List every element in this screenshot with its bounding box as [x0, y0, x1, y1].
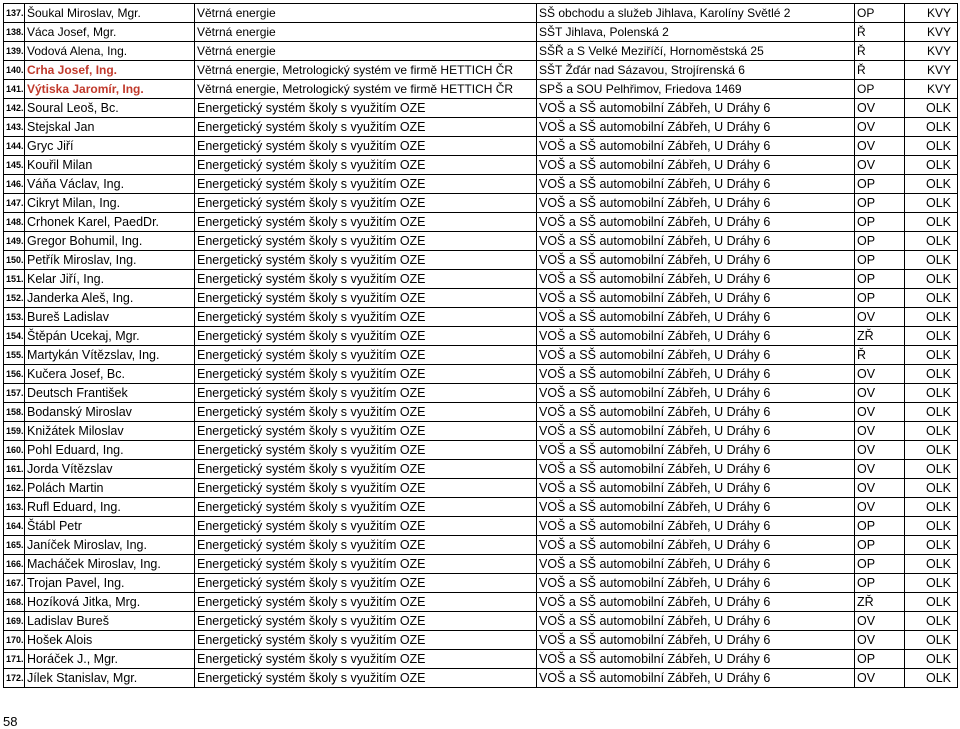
table-row: [4, 650, 958, 669]
person-name: Jorda Vítězslav: [25, 460, 195, 479]
table-row: [4, 175, 958, 194]
project-topic: Energetický systém školy s využitím OZE: [195, 156, 537, 175]
row-number: 157.: [4, 384, 25, 403]
table-row: [4, 669, 958, 688]
row-number: 140.: [4, 61, 25, 80]
table-row: [4, 270, 958, 289]
role-code: OP: [855, 213, 905, 232]
project-topic: Energetický systém školy s využitím OZE: [195, 118, 537, 137]
row-number: 139.: [4, 42, 25, 61]
person-name: Pohl Eduard, Ing.: [25, 441, 195, 460]
person-name: Petřík Miroslav, Ing.: [25, 251, 195, 270]
table-row: [4, 517, 958, 536]
region-code: OLK: [905, 498, 958, 517]
role-code: OV: [855, 403, 905, 422]
region-code: OLK: [905, 232, 958, 251]
project-topic: Energetický systém školy s využitím OZE: [195, 327, 537, 346]
person-name: Kučera Josef, Bc.: [25, 365, 195, 384]
region-code: OLK: [905, 479, 958, 498]
row-number: 168.: [4, 593, 25, 612]
role-code: OP: [855, 270, 905, 289]
region-code: OLK: [905, 327, 958, 346]
school-name: VOŠ a SŠ automobilní Zábřeh, U Dráhy 6: [537, 232, 855, 251]
project-topic: Energetický systém školy s využitím OZE: [195, 194, 537, 213]
row-number: 155.: [4, 346, 25, 365]
region-code: KVY: [905, 80, 958, 99]
region-code: OLK: [905, 384, 958, 403]
person-name: Kouřil Milan: [25, 156, 195, 175]
table-row: [4, 479, 958, 498]
table-row: [4, 213, 958, 232]
row-number: 163.: [4, 498, 25, 517]
school-name: VOŠ a SŠ automobilní Zábřeh, U Dráhy 6: [537, 194, 855, 213]
person-name: Rufl Eduard, Ing.: [25, 498, 195, 517]
person-name: Štábl Petr: [25, 517, 195, 536]
region-code: OLK: [905, 118, 958, 137]
role-code: OV: [855, 384, 905, 403]
school-name: VOŠ a SŠ automobilní Zábřeh, U Dráhy 6: [537, 270, 855, 289]
project-topic: Větrná energie, Metrologický systém ve firmě HETTICH ČR: [195, 80, 537, 99]
project-topic: Energetický systém školy s využitím OZE: [195, 593, 537, 612]
school-name: VOŠ a SŠ automobilní Zábřeh, U Dráhy 6: [537, 403, 855, 422]
role-code: OP: [855, 650, 905, 669]
project-topic: Energetický systém školy s využitím OZE: [195, 479, 537, 498]
school-name: SŠ obchodu a služeb Jihlava, Karolíny Světlé 2: [537, 4, 855, 23]
role-code: OV: [855, 118, 905, 137]
row-number: 166.: [4, 555, 25, 574]
role-code: OP: [855, 251, 905, 270]
school-name: VOŠ a SŠ automobilní Zábřeh, U Dráhy 6: [537, 289, 855, 308]
region-code: OLK: [905, 194, 958, 213]
row-number: 138.: [4, 23, 25, 42]
row-number: 161.: [4, 460, 25, 479]
person-name: Vodová Alena, Ing.: [25, 42, 195, 61]
table-row: [4, 403, 958, 422]
row-number: 145.: [4, 156, 25, 175]
role-code: OP: [855, 80, 905, 99]
school-name: SŠŘ a S Velké Meziříčí, Hornoměstská 25: [537, 42, 855, 61]
row-number: 159.: [4, 422, 25, 441]
person-name: Hozíková Jitka, Mrg.: [25, 593, 195, 612]
region-code: OLK: [905, 213, 958, 232]
role-code: Ř: [855, 23, 905, 42]
school-name: VOŠ a SŠ automobilní Zábřeh, U Dráhy 6: [537, 479, 855, 498]
role-code: OP: [855, 232, 905, 251]
row-number: 164.: [4, 517, 25, 536]
table-row: [4, 118, 958, 137]
role-code: Ř: [855, 42, 905, 61]
person-name: Ladislav Bureš: [25, 612, 195, 631]
person-name: Janíček Miroslav, Ing.: [25, 536, 195, 555]
row-number: 149.: [4, 232, 25, 251]
region-code: OLK: [905, 517, 958, 536]
row-number: 171.: [4, 650, 25, 669]
project-topic: Energetický systém školy s využitím OZE: [195, 365, 537, 384]
school-name: VOŠ a SŠ automobilní Zábřeh, U Dráhy 6: [537, 441, 855, 460]
row-number: 165.: [4, 536, 25, 555]
role-code: OV: [855, 137, 905, 156]
table-row: [4, 346, 958, 365]
region-code: KVY: [905, 4, 958, 23]
project-topic: Energetický systém školy s využitím OZE: [195, 251, 537, 270]
school-name: VOŠ a SŠ automobilní Zábřeh, U Dráhy 6: [537, 327, 855, 346]
person-name: Crhonek Karel, PaedDr.: [25, 213, 195, 232]
row-number: 156.: [4, 365, 25, 384]
role-code: OV: [855, 498, 905, 517]
project-topic: Větrná energie: [195, 23, 537, 42]
person-name: Výtiska Jaromír, Ing.: [25, 80, 195, 99]
row-number: 142.: [4, 99, 25, 118]
region-code: KVY: [905, 23, 958, 42]
project-topic: Energetický systém školy s využitím OZE: [195, 555, 537, 574]
school-name: VOŠ a SŠ automobilní Zábřeh, U Dráhy 6: [537, 669, 855, 688]
row-number: 148.: [4, 213, 25, 232]
region-code: OLK: [905, 555, 958, 574]
row-number: 146.: [4, 175, 25, 194]
project-topic: Energetický systém školy s využitím OZE: [195, 137, 537, 156]
table-row: [4, 23, 958, 42]
person-name: Hošek Alois: [25, 631, 195, 650]
region-code: OLK: [905, 441, 958, 460]
person-name: Polách Martin: [25, 479, 195, 498]
table-row: [4, 232, 958, 251]
project-topic: Energetický systém školy s využitím OZE: [195, 517, 537, 536]
project-topic: Energetický systém školy s využitím OZE: [195, 232, 537, 251]
region-code: OLK: [905, 270, 958, 289]
person-name: Janderka Aleš, Ing.: [25, 289, 195, 308]
person-name: Deutsch František: [25, 384, 195, 403]
role-code: OV: [855, 441, 905, 460]
region-code: OLK: [905, 251, 958, 270]
table-row: [4, 137, 958, 156]
table-row: [4, 631, 958, 650]
row-number: 152.: [4, 289, 25, 308]
region-code: OLK: [905, 460, 958, 479]
school-name: VOŠ a SŠ automobilní Zábřeh, U Dráhy 6: [537, 346, 855, 365]
region-code: OLK: [905, 593, 958, 612]
page-number: 58: [3, 714, 18, 729]
project-topic: Energetický systém školy s využitím OZE: [195, 213, 537, 232]
row-number: 143.: [4, 118, 25, 137]
school-name: VOŠ a SŠ automobilní Zábřeh, U Dráhy 6: [537, 422, 855, 441]
row-number: 172.: [4, 669, 25, 688]
project-topic: Energetický systém školy s využitím OZE: [195, 270, 537, 289]
region-code: OLK: [905, 156, 958, 175]
project-topic: Energetický systém školy s využitím OZE: [195, 346, 537, 365]
person-name: Váňa Václav, Ing.: [25, 175, 195, 194]
project-topic: Energetický systém školy s využitím OZE: [195, 99, 537, 118]
region-code: OLK: [905, 346, 958, 365]
role-code: ZŘ: [855, 327, 905, 346]
school-name: VOŠ a SŠ automobilní Zábřeh, U Dráhy 6: [537, 308, 855, 327]
school-name: VOŠ a SŠ automobilní Zábřeh, U Dráhy 6: [537, 99, 855, 118]
role-code: OP: [855, 289, 905, 308]
table-row: [4, 61, 958, 80]
table-row: [4, 289, 958, 308]
school-name: SŠT Žďár nad Sázavou, Strojírenská 6: [537, 61, 855, 80]
row-number: 158.: [4, 403, 25, 422]
table-row: [4, 80, 958, 99]
region-code: OLK: [905, 612, 958, 631]
project-topic: Energetický systém školy s využitím OZE: [195, 422, 537, 441]
role-code: OV: [855, 422, 905, 441]
school-name: VOŠ a SŠ automobilní Zábřeh, U Dráhy 6: [537, 650, 855, 669]
region-code: OLK: [905, 137, 958, 156]
person-name: Šoukal Miroslav, Mgr.: [25, 4, 195, 23]
person-name: Gregor Bohumil, Ing.: [25, 232, 195, 251]
role-code: OV: [855, 156, 905, 175]
region-code: OLK: [905, 365, 958, 384]
table-row: [4, 441, 958, 460]
region-code: OLK: [905, 650, 958, 669]
region-code: OLK: [905, 175, 958, 194]
role-code: OP: [855, 194, 905, 213]
table-row: [4, 99, 958, 118]
role-code: Ř: [855, 346, 905, 365]
region-code: KVY: [905, 42, 958, 61]
role-code: OP: [855, 536, 905, 555]
person-name: Štěpán Ucekaj, Mgr.: [25, 327, 195, 346]
table-row: [4, 498, 958, 517]
table-row: [4, 612, 958, 631]
region-code: OLK: [905, 669, 958, 688]
region-code: KVY: [905, 61, 958, 80]
row-number: 150.: [4, 251, 25, 270]
region-code: OLK: [905, 422, 958, 441]
project-topic: Energetický systém školy s využitím OZE: [195, 308, 537, 327]
person-name: Trojan Pavel, Ing.: [25, 574, 195, 593]
row-number: 147.: [4, 194, 25, 213]
school-name: VOŠ a SŠ automobilní Zábřeh, U Dráhy 6: [537, 384, 855, 403]
table-row: [4, 536, 958, 555]
region-code: OLK: [905, 99, 958, 118]
project-topic: Energetický systém školy s využitím OZE: [195, 460, 537, 479]
region-code: OLK: [905, 308, 958, 327]
person-name: Kelar Jiří, Ing.: [25, 270, 195, 289]
row-number: 170.: [4, 631, 25, 650]
row-number: 141.: [4, 80, 25, 99]
project-topic: Energetický systém školy s využitím OZE: [195, 498, 537, 517]
school-name: VOŠ a SŠ automobilní Zábřeh, U Dráhy 6: [537, 536, 855, 555]
school-name: VOŠ a SŠ automobilní Zábřeh, U Dráhy 6: [537, 460, 855, 479]
project-topic: Energetický systém školy s využitím OZE: [195, 175, 537, 194]
role-code: OP: [855, 4, 905, 23]
row-number: 160.: [4, 441, 25, 460]
project-topic: Větrná energie, Metrologický systém ve firmě HETTICH ČR: [195, 61, 537, 80]
table-row: [4, 156, 958, 175]
project-topic: Energetický systém školy s využitím OZE: [195, 403, 537, 422]
table-row: [4, 194, 958, 213]
table-row: [4, 460, 958, 479]
table-row: [4, 555, 958, 574]
role-code: OP: [855, 574, 905, 593]
person-name: Stejskal Jan: [25, 118, 195, 137]
person-name: Martykán Vítězslav, Ing.: [25, 346, 195, 365]
school-name: VOŠ a SŠ automobilní Zábřeh, U Dráhy 6: [537, 251, 855, 270]
table-row: [4, 422, 958, 441]
project-topic: Energetický systém školy s využitím OZE: [195, 536, 537, 555]
school-name: VOŠ a SŠ automobilní Zábřeh, U Dráhy 6: [537, 137, 855, 156]
project-topic: Energetický systém školy s využitím OZE: [195, 574, 537, 593]
school-name: VOŠ a SŠ automobilní Zábřeh, U Dráhy 6: [537, 498, 855, 517]
table-body: [4, 4, 958, 688]
table-row: [4, 308, 958, 327]
project-topic: Energetický systém školy s využitím OZE: [195, 289, 537, 308]
role-code: OP: [855, 555, 905, 574]
school-name: VOŠ a SŠ automobilní Zábřeh, U Dráhy 6: [537, 593, 855, 612]
row-number: 153.: [4, 308, 25, 327]
role-code: OV: [855, 631, 905, 650]
school-name: VOŠ a SŠ automobilní Zábřeh, U Dráhy 6: [537, 612, 855, 631]
person-name: Knižátek Miloslav: [25, 422, 195, 441]
person-name: Váca Josef, Mgr.: [25, 23, 195, 42]
role-code: OV: [855, 460, 905, 479]
role-code: OV: [855, 99, 905, 118]
school-name: VOŠ a SŠ automobilní Zábřeh, U Dráhy 6: [537, 118, 855, 137]
participants-table: [3, 3, 958, 688]
role-code: OV: [855, 479, 905, 498]
region-code: OLK: [905, 403, 958, 422]
role-code: OV: [855, 365, 905, 384]
row-number: 137.: [4, 4, 25, 23]
table-row: [4, 4, 958, 23]
person-name: Bureš Ladislav: [25, 308, 195, 327]
school-name: VOŠ a SŠ automobilní Zábřeh, U Dráhy 6: [537, 631, 855, 650]
role-code: OP: [855, 175, 905, 194]
row-number: 151.: [4, 270, 25, 289]
row-number: 162.: [4, 479, 25, 498]
project-topic: Energetický systém školy s využitím OZE: [195, 650, 537, 669]
school-name: VOŠ a SŠ automobilní Zábřeh, U Dráhy 6: [537, 365, 855, 384]
row-number: 144.: [4, 137, 25, 156]
project-topic: Větrná energie: [195, 42, 537, 61]
person-name: Crha Josef, Ing.: [25, 61, 195, 80]
row-number: 154.: [4, 327, 25, 346]
row-number: 167.: [4, 574, 25, 593]
table-row: [4, 574, 958, 593]
region-code: OLK: [905, 631, 958, 650]
role-code: OP: [855, 517, 905, 536]
school-name: SŠT Jihlava, Polenská 2: [537, 23, 855, 42]
region-code: OLK: [905, 536, 958, 555]
person-name: Soural Leoš, Bc.: [25, 99, 195, 118]
project-topic: Energetický systém školy s využitím OZE: [195, 669, 537, 688]
school-name: SPŠ a SOU Pelhřimov, Friedova 1469: [537, 80, 855, 99]
row-number: 169.: [4, 612, 25, 631]
person-name: Gryc Jiří: [25, 137, 195, 156]
school-name: VOŠ a SŠ automobilní Zábřeh, U Dráhy 6: [537, 213, 855, 232]
role-code: OV: [855, 612, 905, 631]
role-code: Ř: [855, 61, 905, 80]
table-row: [4, 365, 958, 384]
project-topic: Energetický systém školy s využitím OZE: [195, 441, 537, 460]
project-topic: Energetický systém školy s využitím OZE: [195, 631, 537, 650]
person-name: Cikryt Milan, Ing.: [25, 194, 195, 213]
table-row: [4, 384, 958, 403]
region-code: OLK: [905, 574, 958, 593]
person-name: Jílek Stanislav, Mgr.: [25, 669, 195, 688]
school-name: VOŠ a SŠ automobilní Zábřeh, U Dráhy 6: [537, 574, 855, 593]
project-topic: Energetický systém školy s využitím OZE: [195, 612, 537, 631]
table-row: [4, 327, 958, 346]
school-name: VOŠ a SŠ automobilní Zábřeh, U Dráhy 6: [537, 156, 855, 175]
project-topic: Větrná energie: [195, 4, 537, 23]
school-name: VOŠ a SŠ automobilní Zábřeh, U Dráhy 6: [537, 555, 855, 574]
person-name: Macháček Miroslav, Ing.: [25, 555, 195, 574]
school-name: VOŠ a SŠ automobilní Zábřeh, U Dráhy 6: [537, 517, 855, 536]
table-row: [4, 42, 958, 61]
person-name: Bodanský Miroslav: [25, 403, 195, 422]
table-row: [4, 593, 958, 612]
school-name: VOŠ a SŠ automobilní Zábřeh, U Dráhy 6: [537, 175, 855, 194]
region-code: OLK: [905, 289, 958, 308]
person-name: Horáček J., Mgr.: [25, 650, 195, 669]
table-row: [4, 251, 958, 270]
role-code: OV: [855, 669, 905, 688]
project-topic: Energetický systém školy s využitím OZE: [195, 384, 537, 403]
role-code: OV: [855, 308, 905, 327]
role-code: ZŘ: [855, 593, 905, 612]
